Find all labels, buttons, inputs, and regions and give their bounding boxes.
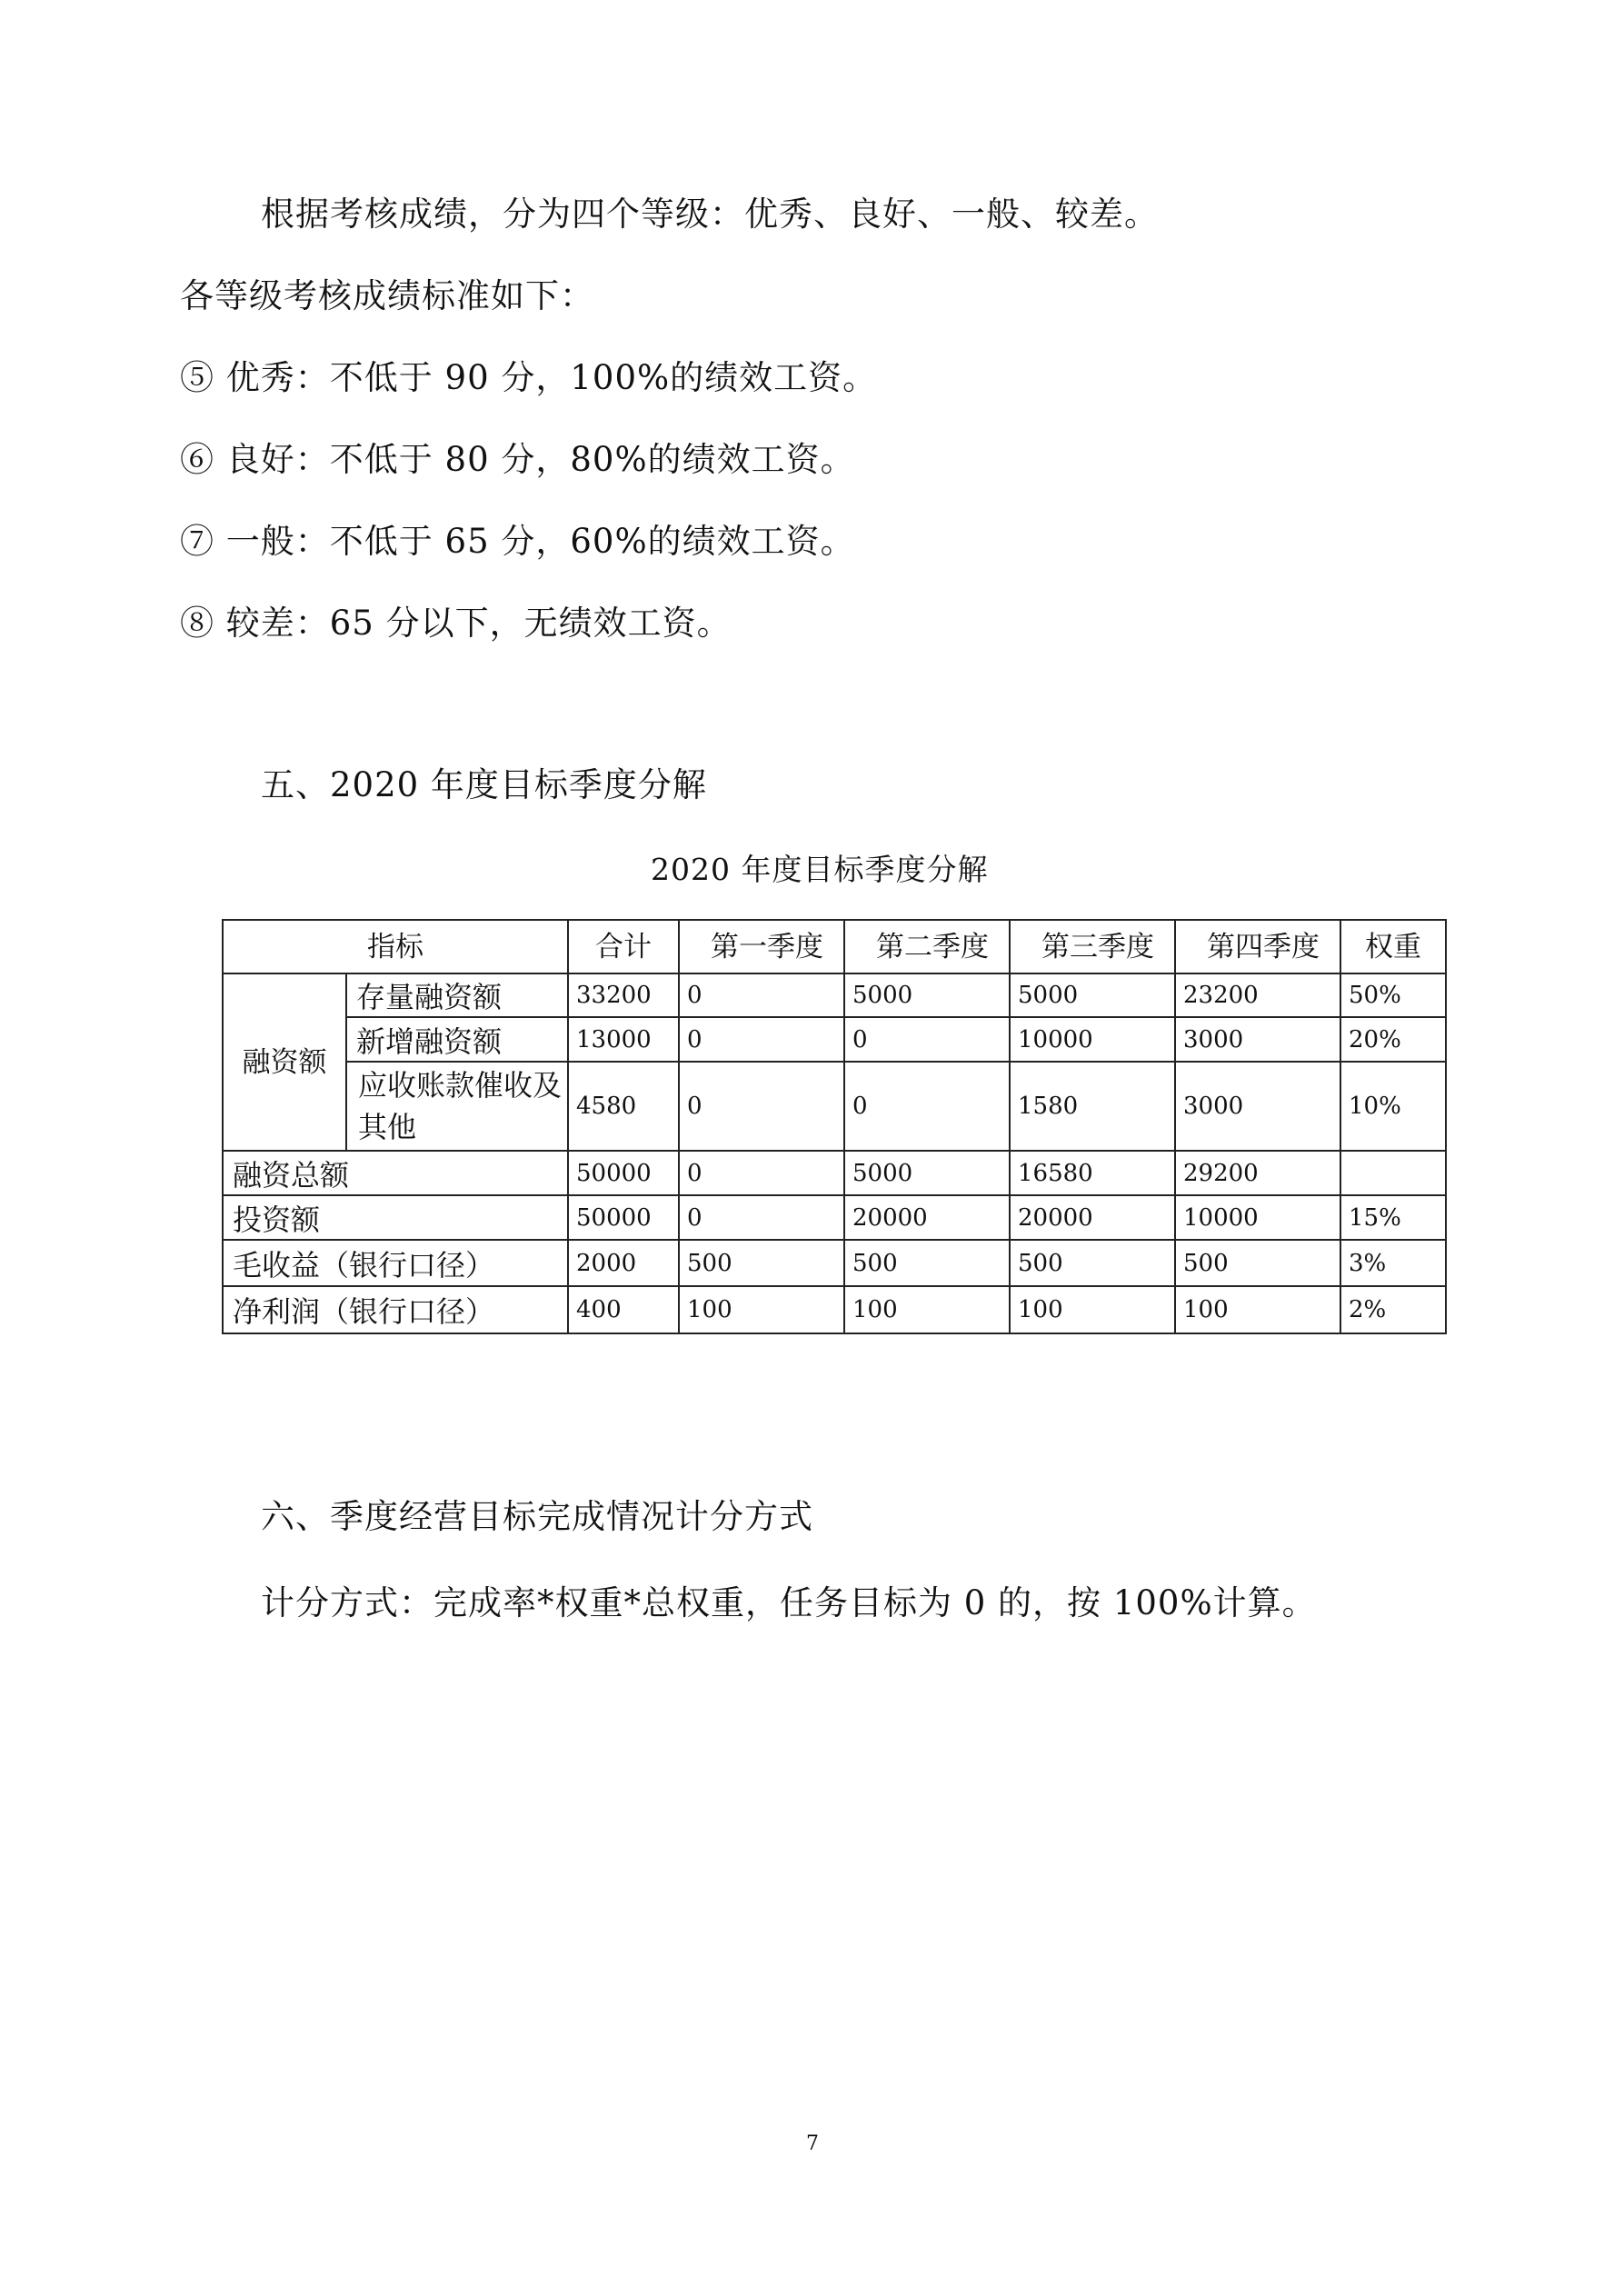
cell-q4: 29200 — [1175, 1151, 1340, 1195]
cell-weight: 20% — [1340, 1017, 1446, 1062]
table-row — [223, 1151, 1446, 1195]
cell-weight: 2% — [1340, 1286, 1446, 1333]
cell-q3: 5000 — [1010, 973, 1175, 1017]
cell-q4: 23200 — [1175, 973, 1340, 1017]
cell-q3: 100 — [1010, 1286, 1175, 1333]
row-label: 应收账款催收及其他 — [346, 1062, 568, 1151]
cell-q1: 0 — [679, 1151, 844, 1195]
cell-q2: 20000 — [844, 1195, 1010, 1240]
row-label: 存量融资额 — [346, 973, 568, 1017]
cell-weight: 15% — [1340, 1195, 1446, 1240]
header-weight: 权重 — [1340, 920, 1446, 973]
cell-q1: 500 — [679, 1240, 844, 1286]
cell-total: 13000 — [568, 1017, 679, 1062]
cell-q4: 100 — [1175, 1286, 1340, 1333]
table-row — [223, 1286, 1446, 1333]
cell-q1: 0 — [679, 1195, 844, 1240]
header-q4: 第四季度 — [1175, 920, 1340, 973]
cell-weight: 10% — [1340, 1062, 1446, 1151]
cell-q3: 20000 — [1010, 1195, 1175, 1240]
target-breakdown-table — [222, 919, 1447, 1334]
page-number: 7 — [806, 2132, 819, 2155]
table-row — [223, 1062, 1446, 1151]
cell-q1: 0 — [679, 973, 844, 1017]
grade-item-average: ⑦ 一般：不低于 65 分，60%的绩效工资。 — [180, 522, 855, 561]
cell-weight: 50% — [1340, 973, 1446, 1017]
cell-q1: 100 — [679, 1286, 844, 1333]
header-q3: 第三季度 — [1010, 920, 1175, 973]
cell-total: 50000 — [568, 1195, 679, 1240]
cell-weight — [1340, 1151, 1446, 1195]
cell-q1: 0 — [679, 1062, 844, 1151]
header-total: 合计 — [568, 920, 679, 973]
grade-item-excellent: ⑤ 优秀：不低于 90 分，100%的绩效工资。 — [180, 358, 878, 397]
table-row — [223, 1240, 1446, 1286]
scoring-method: 计分方式：完成率*权重*总权重，任务目标为 0 的，按 100%计算。 — [261, 1583, 1317, 1622]
cell-q2: 100 — [844, 1286, 1010, 1333]
row-label: 净利润（银行口径） — [223, 1286, 568, 1333]
table-caption: 2020 年度目标季度分解 — [651, 852, 989, 887]
cell-weight: 3% — [1340, 1240, 1446, 1286]
table-header-row — [223, 920, 1446, 973]
table-row — [223, 973, 1446, 1017]
cell-q2: 500 — [844, 1240, 1010, 1286]
cell-q4: 3000 — [1175, 1017, 1340, 1062]
header-indicator: 指标 — [223, 920, 568, 973]
table-row — [223, 1195, 1446, 1240]
cell-q2: 5000 — [844, 973, 1010, 1017]
cell-q4: 10000 — [1175, 1195, 1340, 1240]
cell-q2: 0 — [844, 1062, 1010, 1151]
section6-heading: 六、季度经营目标完成情况计分方式 — [261, 1497, 813, 1536]
grade-item-good: ⑥ 良好：不低于 80 分，80%的绩效工资。 — [180, 440, 855, 479]
cell-total: 4580 — [568, 1062, 679, 1151]
header-q1: 第一季度 — [679, 920, 844, 973]
cell-q3: 1580 — [1010, 1062, 1175, 1151]
cell-q3: 500 — [1010, 1240, 1175, 1286]
cell-q3: 16580 — [1010, 1151, 1175, 1195]
cell-q2: 5000 — [844, 1151, 1010, 1195]
row-label: 投资额 — [223, 1195, 568, 1240]
cell-q4: 500 — [1175, 1240, 1340, 1286]
table-row — [223, 1017, 1446, 1062]
row-label: 毛收益（银行口径） — [223, 1240, 568, 1286]
grading-intro: 根据考核成绩，分为四个等级：优秀、良好、一般、较差。 — [261, 195, 1159, 234]
row-label: 新增融资额 — [346, 1017, 568, 1062]
cell-total: 50000 — [568, 1151, 679, 1195]
cell-total: 33200 — [568, 973, 679, 1017]
row-label: 融资总额 — [223, 1151, 568, 1195]
grade-item-poor: ⑧ 较差：65 分以下，无绩效工资。 — [180, 604, 732, 643]
cell-q2: 0 — [844, 1017, 1010, 1062]
group-label-financing: 融资额 — [223, 973, 346, 1151]
section5-heading: 五、2020 年度目标季度分解 — [261, 765, 707, 804]
cell-total: 2000 — [568, 1240, 679, 1286]
cell-q3: 10000 — [1010, 1017, 1175, 1062]
grading-standard: 各等级考核成绩标准如下： — [180, 276, 594, 315]
cell-q1: 0 — [679, 1017, 844, 1062]
cell-q4: 3000 — [1175, 1062, 1340, 1151]
cell-total: 400 — [568, 1286, 679, 1333]
header-q2: 第二季度 — [844, 920, 1010, 973]
